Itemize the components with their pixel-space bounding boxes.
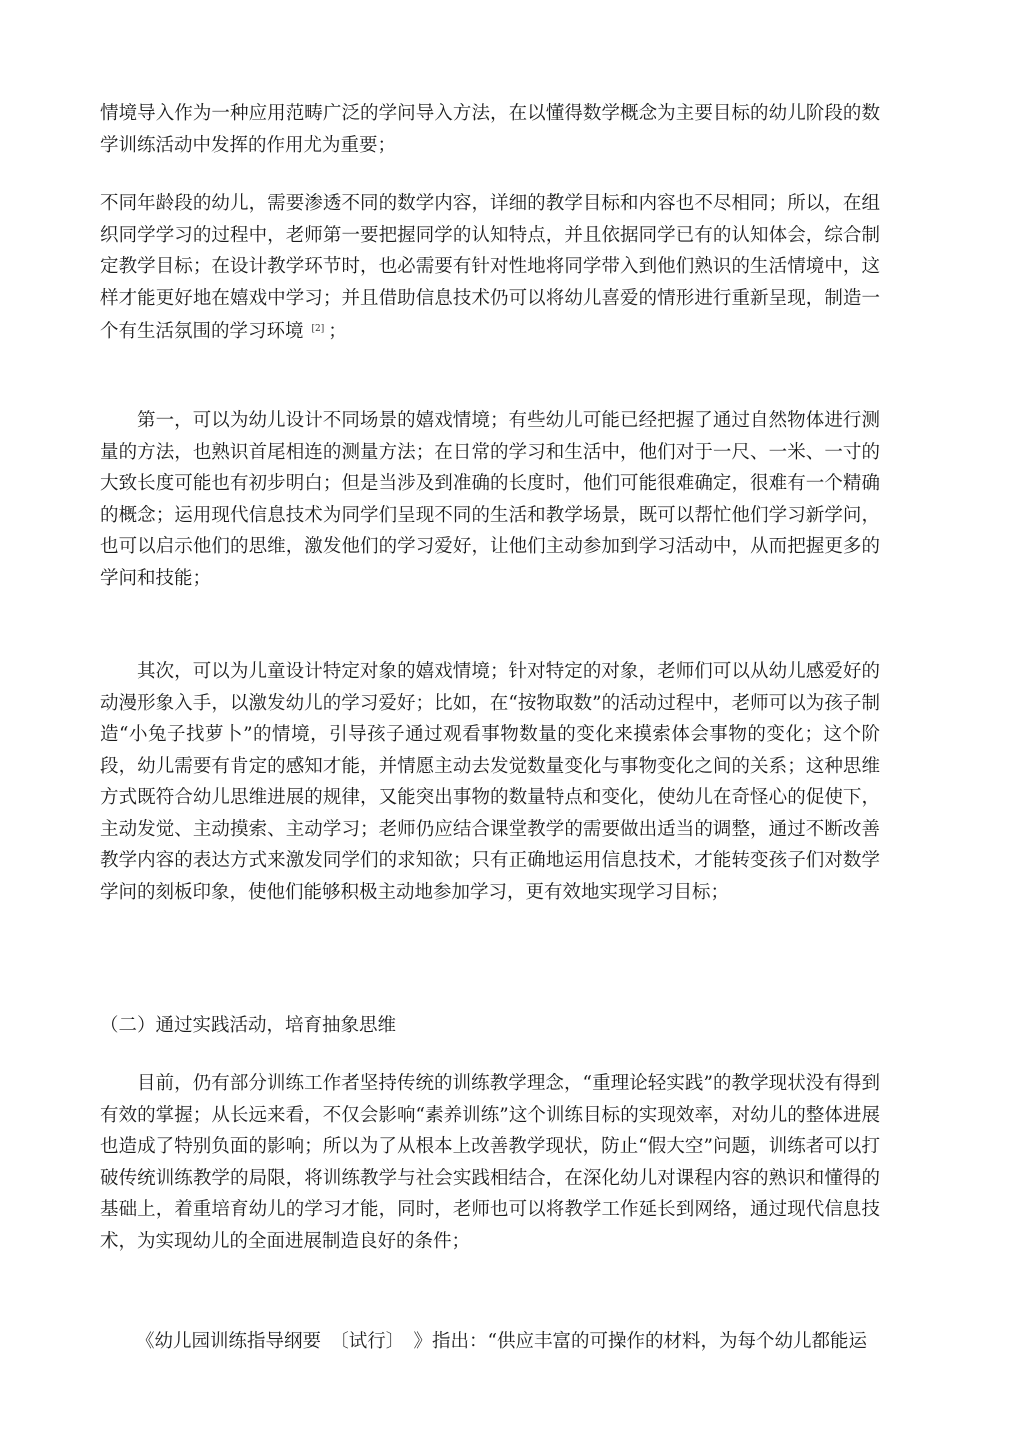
paragraph-4: 其次，可以为儿童设计特定对象的嬉戏情境；针对特定的对象，老师们可以从幼儿感爱好的动漫形象入手，以激发幼儿的学习爱好；比如，在“按物取数”的活动过程中，老师可以为孩子制造“小兔子找萝卜”的情境，引导孩子通过观看事物数量的变化来摸索体会事物的变化；这个阶段，幼儿需要有肯定的感知才能，并情愿主动去发觉数量变化与事物变化之间的关系；这种思维方式既符合幼儿思维进展的规律，又能突出事物的数量特点和变化，使幼儿在奇怪心的促使下，主动发觉、主动摸索、主动学习；老师仍应结合课堂教学的需要做出适当的调整，通过不断改善教学内容的表达方式来激发同学们的求知欲；只有正确地运用信息技术，才能转变孩子们对数学学问的刻板印象，使他们能够积极主动地参加学习，更有效地实现学习目标；: [100, 661, 880, 903]
paragraph-2-tail: ；: [328, 321, 347, 342]
paragraph-1: 情境导入作为一种应用范畴广泛的学问导入方法，在以懂得数学概念为主要目标的幼儿阶段的数学训练活动中发挥的作用尤为重要；: [100, 103, 880, 156]
paragraph-6: 《幼儿园训练指导纲要 〔试行〕 》指出：“供应丰富的可操作的材料，为每个幼儿都能运: [136, 1331, 867, 1352]
paragraph-3: 第一，可以为幼儿设计不同场景的嬉戏情境；有些幼儿可能已经把握了通过自然物体进行测量的方法，也熟识首尾相连的测量方法；在日常的学习和生活中，他们对于一尺、一米、一寸的大致长度可能也有初步明白；但是当涉及到准确的长度时，他们可能很难确定，很难有一个精确的概念；运用现代信息技术为同学们呈现不同的生活和教学场景，既可以帮忙他们学习新学问，也可以启示他们的思维，激发他们的学习爱好，让他们主动参加到学习活动中，从而把握更多的学问和技能；: [100, 410, 880, 589]
paragraph-5: 目前，仍有部分训练工作者坚持传统的训练教学理念，“重理论轻实践”的教学现状没有得到有效的掌握；从长远来看，不仅会影响“素养训练”这个训练目标的实现效率，对幼儿的整体进展也造成了特别负面的影响；所以为了从根本上改善教学现状，防止“假大空”问题，训练者可以打破传统训练教学的局限，将训练教学与社会实践相结合，在深化幼儿对课程内容的熟识和懂得的基础上，着重培育幼儿的学习才能，同时，老师也可以将教学工作延长到网络，通过现代信息技术，为实现幼儿的全面进展制造良好的条件；: [100, 1073, 880, 1252]
section-heading: （二）通过实践活动，培育抽象思维: [100, 1015, 397, 1036]
citation-ref: [2]: [311, 324, 325, 334]
paragraph-2-text: 不同年龄段的幼儿，需要渗透不同的数学内容，详细的教学目标和内容也不尽相同；所以，在组织同学学习的过程中，老师第一要把握同学的认知特点，并且依据同学已有的认知体会，综合制定教学目标；在设计教学环节时，也必需要有针对性地将同学带入到他们熟识的生活情境中，这样才能更好地在嬉戏中学习；并且借助信息技术仍可以将幼儿喜爱的情形进行重新呈现，制造一个有生活氛围的学习环境: [100, 193, 880, 342]
paragraph-2: [100, 188, 880, 348]
